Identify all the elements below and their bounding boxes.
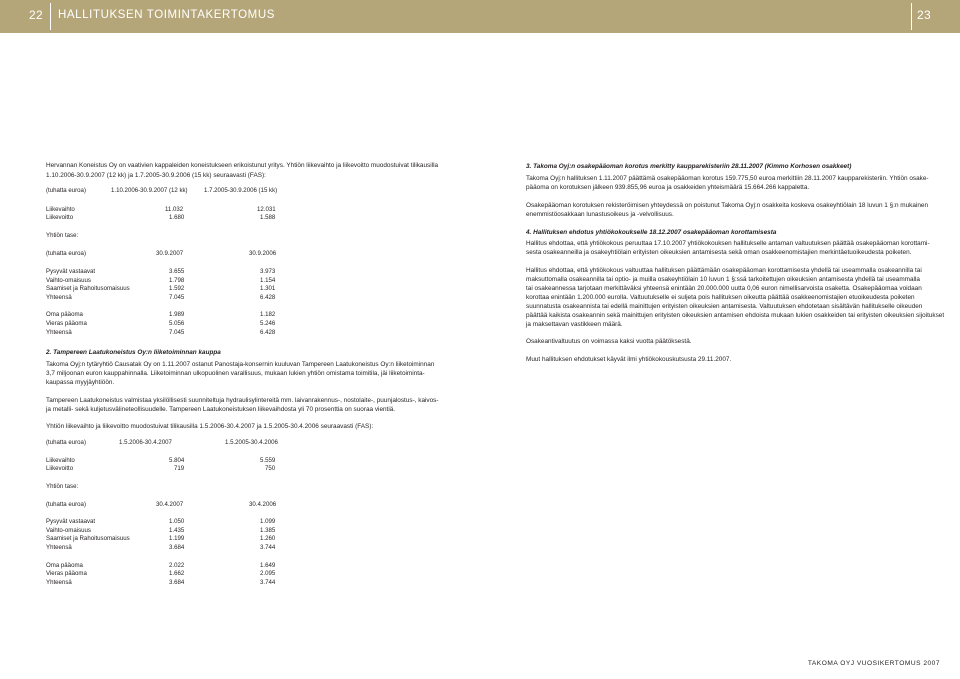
s4-p2-line-5: suunnatusta osakeannista tai edellä mainittujen erityisten oikeuksien antamisesta. Valtuutuksen ehdotetaan sisältävän hallitukselle oikeuden — [526, 303, 923, 310]
row-value-2: 1.588 — [260, 214, 276, 221]
col-period-1: 1.5.2006-30.4.2007 — [119, 439, 172, 446]
col-label: (tuhatta euroa) — [46, 250, 86, 257]
page-number-right: 23 — [917, 8, 931, 22]
s4-p2-line-7: ja maksettavan vastikkeen määrä. — [526, 321, 623, 328]
s4-p3: Osakeantivaltuutus on voimassa kaksi vuotta päätöksestä. — [526, 338, 692, 345]
row-label: Vieras pääoma — [46, 320, 87, 327]
row-label: Saamiset ja Rahoitusomaisuus — [46, 535, 130, 542]
t1-col-period-2: 1.7.2005-30.9.2006 (15 kk) — [204, 187, 278, 194]
row-value-1: 3.684 — [169, 544, 185, 551]
row-value-1: 11.032 — [165, 206, 184, 213]
s2-p2-line-1: Tampereen Laatukoneistus valmistaa yksilöllisesti suunniteltuja hydraulisylintereitä mm. laivanrakennus-, nostolaite-, puunjalostus-, kaivos- — [46, 397, 439, 404]
row-value-2: 1.649 — [260, 562, 276, 569]
row-value-1: 5.056 — [169, 320, 185, 327]
row-value-1: 2.022 — [169, 562, 185, 569]
row-value-2: 5.559 — [260, 457, 276, 464]
row-label: Oma pääoma — [46, 311, 83, 318]
header-divider-left — [50, 3, 51, 30]
row-value-2: 1.301 — [260, 285, 276, 292]
page-number-left: 22 — [29, 8, 43, 22]
balance-label: Yhtiön tase: — [46, 483, 79, 490]
row-value-2: 12.031 — [257, 206, 276, 213]
row-label: Vaihto-omaisuus — [46, 527, 91, 534]
header-band — [0, 0, 960, 33]
section-3-heading: 3. Takoma Oyj:n osakepääoman korotus merkitty kaupparekisteriin 28.11.2007 (Kimmo Korhosen osakkeet) — [526, 163, 852, 170]
row-value-2: 6.428 — [260, 329, 276, 336]
row-value-1: 1.798 — [169, 277, 185, 284]
s3-p1-line-1: Takoma Oyj:n hallituksen 1.11.2007 päättämä osakepääoman korotus 159.775,50 euroa merkittiin 28.11.2007 kaupparekisteriin. Yhtiön osake- — [526, 175, 929, 182]
s4-p2-line-1: Hallitus ehdottaa, että yhtiökokous valtuuttaa hallituksen päättämään osakepääoman korottamisesta yhdellä tai useammalla osakeannilla tai — [526, 267, 922, 274]
row-label: Oma pääoma — [46, 562, 83, 569]
row-value-1: 1.050 — [169, 518, 185, 525]
row-value-2: 3.744 — [260, 579, 276, 586]
s2-p1-line-1: Takoma Oyj:n tytäryhtiö Causatak Oy on 1.11.2007 ostanut Panostaja-konsernin kuuluvan Tampereen Laatukoneistus Oy:n liiketoiminnan — [46, 361, 435, 368]
s4-p1-line-1: Hallitus ehdottaa, että yhtiökokous peruuttaa 17.10.2007 yhtiökokouksen hallitukselle antaman valtuutuksen päättää osakepääoman korottami- — [526, 240, 930, 247]
row-value-1: 3.684 — [169, 579, 185, 586]
row-value-1: 719 — [174, 465, 185, 472]
row-value-1: 5.804 — [169, 457, 185, 464]
s3-p2-line-2: enemmistöosakkaan lunastusoikeus ja -velvollisuus. — [526, 211, 674, 218]
row-value-2: 1.260 — [260, 535, 276, 542]
col-date-2: 30.4.2006 — [249, 501, 277, 508]
col-date-1: 30.9.2007 — [156, 250, 184, 257]
row-label: Yhteensä — [46, 544, 72, 551]
s4-p2-line-2: maksuttomalla osakeannilla tai optio- ja muilla osakeyhtiölain 10 luvun 1 §:ssä tarkoitettujen oikeuksien antamisesta yhdellä tai useammalla — [526, 276, 920, 283]
row-value-1: 1.662 — [169, 570, 185, 577]
row-label: Vieras pääoma — [46, 570, 87, 577]
s4-p2-line-4: korottaa enintään 1.200.000 eurolla. Valtuutukselle ei suljeta pois hallituksen oikeutta päättää osakkeenomistajien etuoikeudesta poiketen — [526, 294, 915, 301]
s4-p1-line-2: sesta osakeanneilla ja osakeyhtiölain erityisten oikeuksien antamisesta sekä oman osakkeenomistajien merkintäetuoikeudesta poiketen. — [526, 249, 912, 256]
row-value-2: 1.385 — [260, 527, 276, 534]
col-label: (tuhatta euroa) — [46, 439, 86, 446]
row-label: Yhteensä — [46, 329, 72, 336]
s3-p2-line-1: Osakepääoman korotuksen rekisteröimisen yhteydessä on poistunut Takoma Oyj:n osakkeita koskeva osakeyhtiölain 18 luvun 1 §:n mukainen — [526, 202, 929, 209]
s4-p2-line-6: päättää kaikista osakeannin sekä mainittujen erityisten oikeuksien antamisen ehdoista mukaan lukien osakkeiden tai erityisten oikeuksien sijoitukset — [526, 312, 945, 319]
row-value-2: 5.246 — [260, 320, 276, 327]
row-value-2: 6.428 — [260, 294, 276, 301]
s2-p3: Yhtiön liikevaihto ja liikevoitto muodostuivat tilikausilla 1.5.2006-30.4.2007 ja 1.5.2005-30.4.2006 seuraavasti (FAS): — [46, 423, 374, 430]
row-label: Pysyvät vastaavat — [46, 518, 96, 525]
row-value-1: 1.989 — [169, 311, 185, 318]
col-date-2: 30.9.2006 — [249, 250, 277, 257]
s3-p1-line-2: pääoma on korotuksen jälkeen 939.855,96 euroa ja osakkeiden yhteismäärä 15.664.266 kappaletta. — [526, 184, 810, 191]
section-title: HALLITUKSEN TOIMINTAKERTOMUS — [58, 9, 276, 21]
row-value-1: 3.655 — [169, 268, 185, 275]
row-value-2: 750 — [265, 465, 276, 472]
section-2-heading: 2. Tampereen Laatukoneistus Oy:n liiketoiminnan kauppa — [46, 349, 221, 356]
row-value-2: 3.973 — [260, 268, 276, 275]
row-label: Vaihto-omaisuus — [46, 277, 91, 284]
row-value-2: 3.744 — [260, 544, 276, 551]
col-date-1: 30.4.2007 — [156, 501, 184, 508]
header-divider-right — [911, 3, 912, 30]
row-label: Pysyvät vastaavat — [46, 268, 96, 275]
t1-col-period-1: 1.10.2006-30.9.2007 (12 kk) — [111, 187, 188, 194]
section-4-heading: 4. Hallituksen ehdotus yhtiökokoukselle 18.12.2007 osakepääoman korottamisesta — [526, 229, 777, 236]
s2-p1-line-2: 3,7 miljoonan euron kauppahinnalla. Liiketoiminnan ulkopuolinen varallisuus, mukaan lukien yhtiön omistama toimitila, jäi liiketoiminta- — [46, 370, 425, 377]
row-label: Yhteensä — [46, 579, 72, 586]
row-value-1: 1.592 — [169, 285, 185, 292]
s4-p2-line-3: tai osakeannessa tarjotaan merkittäväksi yhteensä enintään 20.000.000 uutta 0,06 euron nimellisarvoista osaketta. Osakepääomaa voidaan — [526, 285, 922, 292]
footer-publication: TAKOMA OYJ VUOSIKERTOMUS 2007 — [807, 660, 940, 667]
row-value-1: 7.045 — [169, 329, 185, 336]
row-value-2: 1.182 — [260, 311, 276, 318]
row-value-1: 7.045 — [169, 294, 185, 301]
row-value-2: 1.099 — [260, 518, 276, 525]
intro-line-1: Hervannan Koneistus Oy on vaativien kappaleiden koneistukseen erikoistunut yritys. Yhtiön liikevaihto ja liikevoitto muodostuivat tilikausilla — [46, 162, 439, 169]
row-value-1: 1.435 — [169, 527, 185, 534]
s4-p4: Muut hallituksen ehdotukset käyvät ilmi yhtiökokouskutsusta 29.11.2007. — [526, 356, 732, 363]
row-label: Liikevoitto — [46, 214, 74, 221]
row-value-1: 1.680 — [169, 214, 185, 221]
row-label: Saamiset ja Rahoitusomaisuus — [46, 285, 130, 292]
s2-p1-line-3: kaupassa myyjäyhtiöön. — [46, 379, 115, 386]
intro-line-2: 1.10.2006-30.9.2007 (12 kk) ja 1.7.2005-30.9.2006 (15 kk) seuraavasti (FAS): — [46, 172, 266, 179]
balance-label: Yhtiön tase: — [46, 232, 79, 239]
row-label: Liikevaihto — [46, 457, 75, 464]
s2-p2-line-2: ja metalli- sekä kuljetusvälineteollisuudelle. Tampereen Laatukoneistuksen liikevaihdosta yli 70 prosenttia on suoraa vientiä. — [46, 406, 396, 413]
row-value-2: 2.095 — [260, 570, 276, 577]
t1-col-label: (tuhatta euroa) — [46, 187, 86, 194]
row-label: Liikevaihto — [46, 206, 75, 213]
row-label: Yhteensä — [46, 294, 72, 301]
row-value-1: 1.199 — [169, 535, 185, 542]
col-label: (tuhatta euroa) — [46, 501, 86, 508]
row-label: Liikevoitto — [46, 465, 74, 472]
col-period-2: 1.5.2005-30.4.2006 — [225, 439, 278, 446]
row-value-2: 1.154 — [260, 277, 276, 284]
